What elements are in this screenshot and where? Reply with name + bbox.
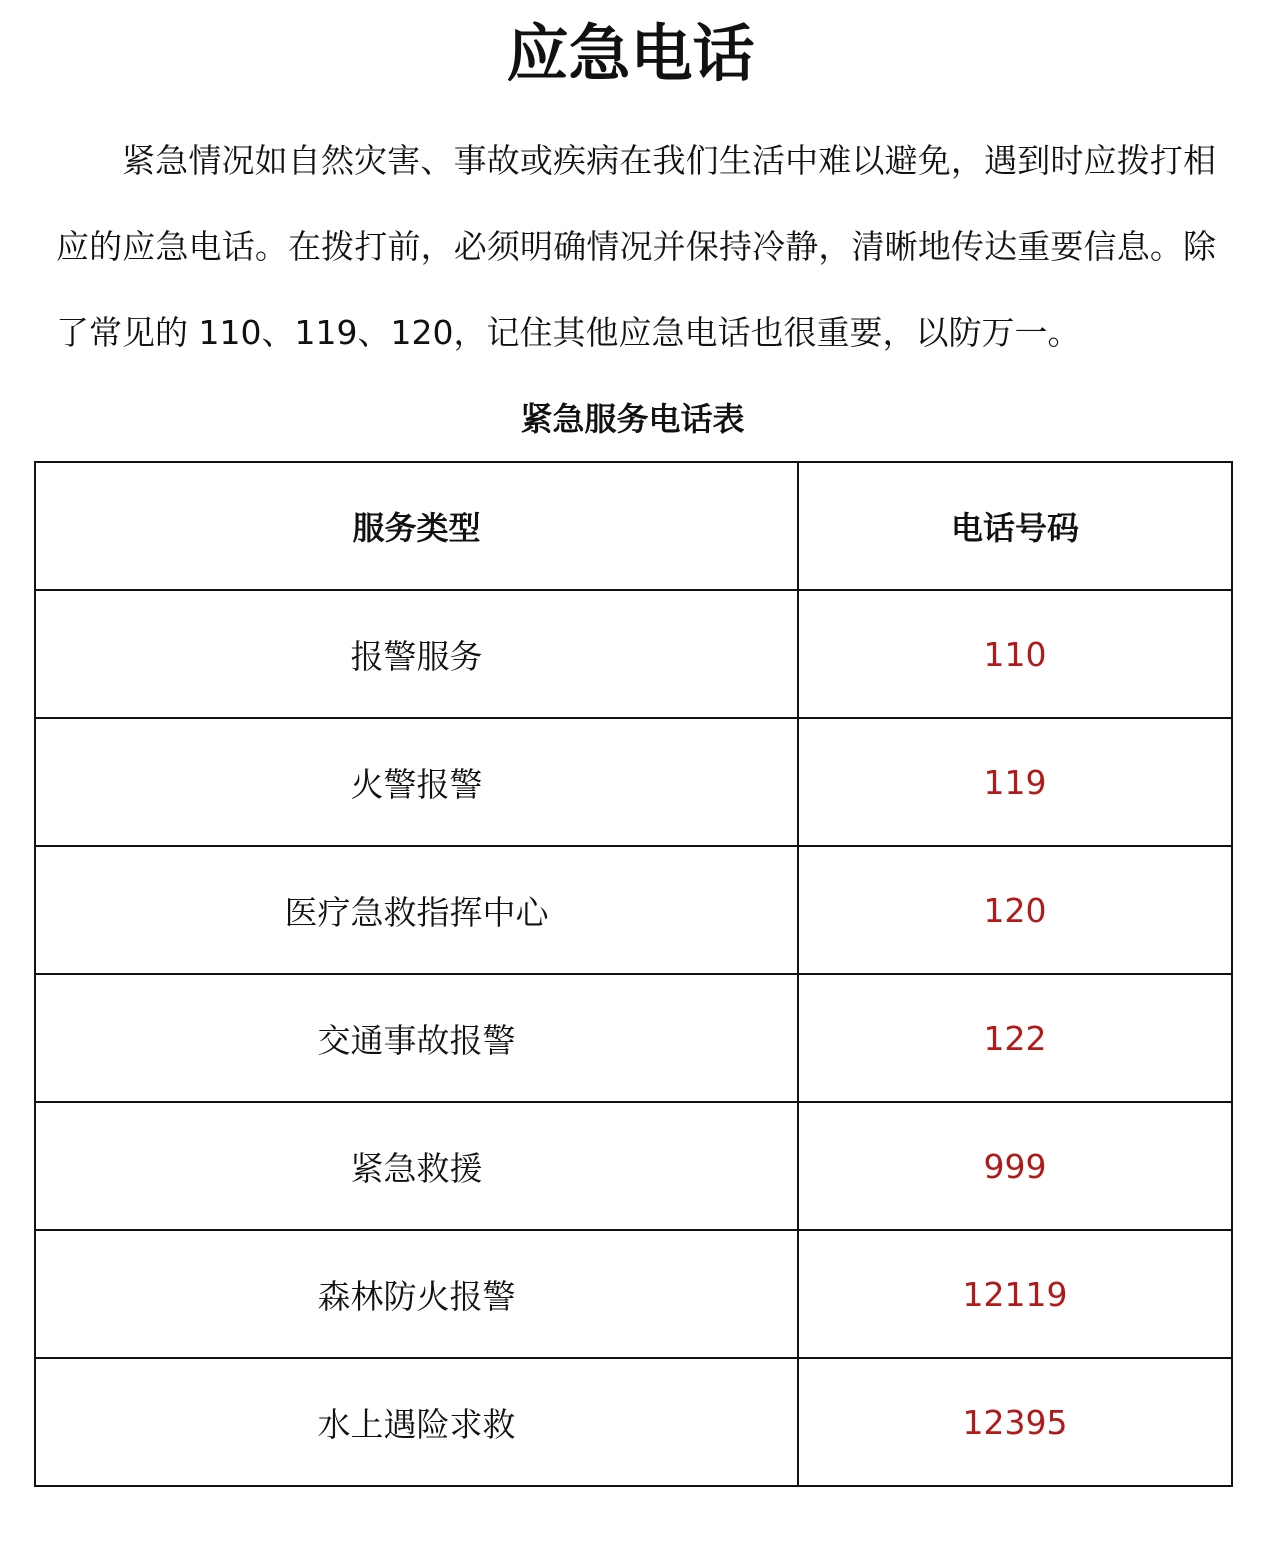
- phone-number: 119: [798, 718, 1232, 846]
- table-row: [35, 846, 1232, 974]
- phone-number: 12119: [798, 1230, 1232, 1358]
- phone-number: 110: [798, 590, 1232, 718]
- service-name: 森林防火报警: [35, 1230, 798, 1358]
- table-header-row: [35, 462, 1232, 590]
- header-phone-number: 电话号码: [798, 462, 1232, 590]
- table-row: [35, 974, 1232, 1102]
- table-row: [35, 1358, 1232, 1486]
- table-caption: 紧急服务电话表: [520, 400, 745, 438]
- phone-number: 999: [798, 1102, 1232, 1230]
- table-row: [35, 718, 1232, 846]
- table-row: [35, 1230, 1232, 1358]
- phone-number: 120: [798, 846, 1232, 974]
- service-name: 医疗急救指挥中心: [35, 846, 798, 974]
- service-name: 紧急救援: [35, 1102, 798, 1230]
- table-row: [35, 590, 1232, 718]
- service-name: 水上遇险求救: [35, 1358, 798, 1486]
- service-name: 报警服务: [35, 590, 798, 718]
- service-name: 交通事故报警: [35, 974, 798, 1102]
- intro-paragraph: 紧急情况如自然灾害、事故或疾病在我们生活中难以避免，遇到时应拨打相应的应急电话。在拨打前，必须明确情况并保持冷静，清晰地传达重要信息。除了常见的 110、119、120，记住其他应急电话也很重要，以防万一。: [56, 141, 1216, 352]
- phone-number: 122: [798, 974, 1232, 1102]
- header-service-type: 服务类型: [35, 462, 798, 590]
- phone-number: 12395: [798, 1358, 1232, 1486]
- table-row: [35, 1102, 1232, 1230]
- emergency-phone-table: [34, 461, 1233, 1487]
- service-name: 火警报警: [35, 718, 798, 846]
- page-title: 应急电话: [506, 17, 755, 90]
